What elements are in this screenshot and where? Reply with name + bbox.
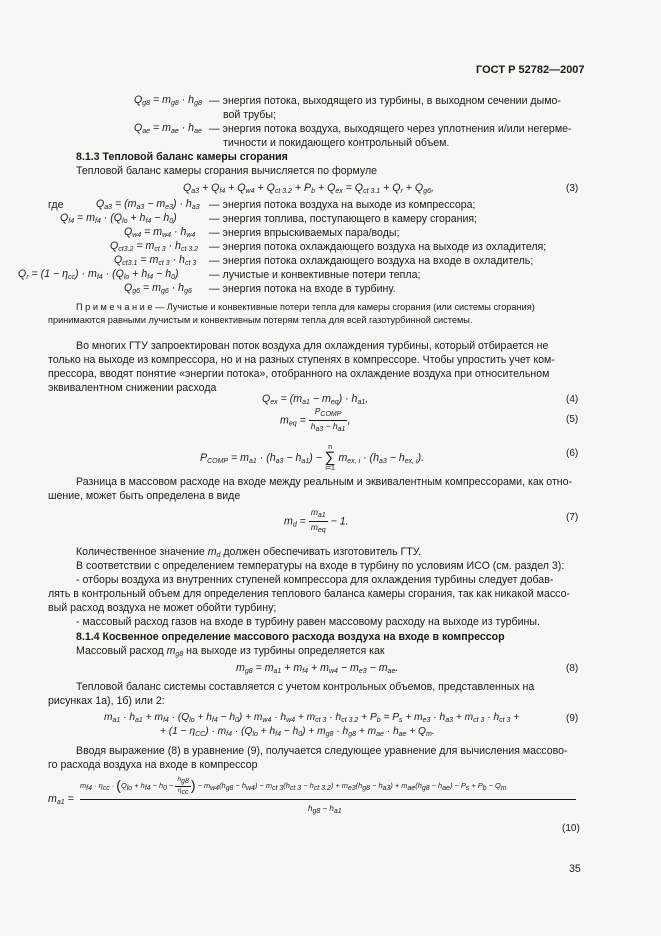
def-qg8-desc-cont: вой трубы; <box>223 109 276 121</box>
def-qae-desc: — энергия потока воздуха, выходящего через уплотнения и/или негерме- <box>209 123 572 135</box>
equation-10-number: (10) <box>562 823 580 834</box>
def-qf4-symbol: $Q_{f4} = m_{f4} \cdot (Q_{lo} + h_{f4} - h_0)$ <box>60 212 177 225</box>
para-cooling-line-3: прессора, вводят понятие «энергии потока», отобранного на охлаждение воздуха при относительном <box>48 368 550 380</box>
para-substitute-line-2: го расхода воздуха на входе в компрессор <box>48 759 258 771</box>
standard-number: ГОСТ Р 52782—2007 <box>476 64 585 76</box>
equation-3: $Q_{a3} + Q_{f4} + Q_{w4} + Q_{ct 3.2} + P_b + Q_{ex} = Q_{ct 3.1} + Q_r + Q_{g6}$, <box>183 182 434 195</box>
def-qae-symbol: $Q_{ae} = m_{ae} \cdot h_{ae}$ <box>134 122 202 135</box>
def-qg8-desc: — энергия потока, выходящего из турбины, в выходном сечении дымо- <box>209 95 561 107</box>
note-label: П р и м е ч а н и е <box>76 302 153 312</box>
equation-4-number: (4) <box>566 394 579 405</box>
equation-9-line-2: + $(1 - \eta_{CC}) \cdot m_{f4} \cdot (Q_{lo} + h_{f4} - h_0) + m_{g8} \cdot h_{g8} + m_{ae} \cdot h_{ae} + Q_m$. <box>160 726 435 738</box>
equation-9-number: (9) <box>566 713 579 724</box>
def-qae-desc-cont: тичности и покидающего контрольный объем. <box>223 137 450 149</box>
def-qct32-symbol: $Q_{ct3.2} = m_{ct 3} \cdot h_{ct 3.2}$ <box>110 240 199 253</box>
bullet-1-line-1: - отборы воздуха из внутренних ступеней компрессора для охлаждения турбины следует добав- <box>76 574 554 586</box>
para-balance-line-2: рисунках 1а), 1б) или 2: <box>48 695 165 707</box>
equation-8-number: (8) <box>566 663 579 674</box>
equation-8: $m_{g8} = m_{a1} + m_{f4} + m_{w4} - m_{e3} - m_{ae}$. <box>236 662 399 675</box>
section-813-intro: Тепловой баланс камеры сгорания вычисляется по формуле <box>76 165 378 177</box>
def-qg6-symbol: $Q_{g6} = m_{g6} \cdot h_{g6}$ <box>124 282 192 295</box>
equation-7: $m_d$ = $\frac{m_{a1}}{m_{eq}}$ − 1. <box>284 507 349 534</box>
def-qw4-desc: — энергия впрыскиваемых пара/воды; <box>209 227 400 239</box>
section-814-intro: Массовый расход $m_{g8}$ на выходе из турбины определяется как <box>76 645 385 658</box>
para-md-value: Количественное значение $m_d$ должен обеспечивать изготовитель ГТУ. <box>76 546 422 559</box>
equation-10-denominator: hg8 − ha1 <box>308 804 342 815</box>
def-qg8-symbol: $Q_{g8} = m_{g8} \cdot h_{g8}$ <box>134 94 202 107</box>
note-line-2: принимаются равными лучистым и конвективным потерям тепла для всей газотурбинной системы. <box>48 315 473 325</box>
equation-7-number: (7) <box>566 512 579 523</box>
equation-6: $P_{COMP} = m_{a1} \cdot (h_{a3} - h_{a1})$ − n ∑ i=1 $m_{ex, i} \cdot (h_{a3} - h_{ex, i})$. <box>200 444 425 472</box>
equation-3-number: (3) <box>566 183 579 194</box>
def-qa3-desc: — энергия потока воздуха на выходе из компрессора; <box>209 199 476 211</box>
para-substitute-line-1: Вводя выражение (8) в уравнение (9), получается следующее уравнение для вычисления массово- <box>76 745 568 757</box>
def-qr-symbol: $Q_r = (1 - \eta_{cc}) \cdot m_{f4} \cdot (Q_{lo} + h_{f4} - h_0)$ <box>18 268 179 281</box>
para-iso: В соответствии с определением температуры на входе в турбину по условиям ИСО (см. раздел 3): <box>76 560 565 572</box>
eq10-inner-fraction: $\frac{hg8}{\text{ηcc}}$ <box>177 775 189 796</box>
def-qg6-desc: — энергия потока на входе в турбину. <box>209 283 396 295</box>
equation-6-number: (6) <box>566 448 579 459</box>
para-cooling-line-1: Во многих ГТУ запроектирован поток воздуха для охлаждения турбины, который отбирается не <box>76 340 549 352</box>
eq7-fraction: $\frac{m_{a1}}{m_{eq}}$ <box>310 507 326 534</box>
para-balance-line-1: Тепловой баланс системы составляется с учетом контрольных объемов, представленных на <box>76 681 535 693</box>
equation-4: $Q_{ex} = (m_{a1} - m_{eq}) \cdot h_{a1}$, <box>262 393 369 406</box>
equation-5-number: (5) <box>566 414 579 425</box>
def-qct32-desc: — энергия потока охлаждающего воздуха на выходе из охладителя; <box>209 241 547 253</box>
equation-10-lhs: $m_{a1}$ = <box>48 793 74 806</box>
equation-9-line-1: $m_{a1} \cdot h_{a1} + m_{f4} \cdot (Q_{lo} + h_{f4} - h_0) + m_{w4} \cdot h_{w4} + m_{ct 3} \cdot h_{ct 3.2} + P_b = P_s + m_{e3} \cdot h_{a3} + m_{ct 3} \cdot h_{ct 3}$ + <box>104 712 520 724</box>
where-label: где <box>48 199 64 211</box>
para-cooling-line-4: эквивалентном снижении расхода <box>48 382 217 394</box>
equation-5: $m_{eq}$ = $\frac{P_{COMP}}{h_{a3} - h_{a1}}$ , <box>280 406 351 433</box>
def-qct31-symbol: $Q_{ct3.1} = m_{ct 3} \cdot h_{ct 3}$ <box>114 254 197 267</box>
section-813-heading: 8.1.3 Тепловой баланс камеры сгорания <box>76 151 288 163</box>
para-difference-line-1: Разница в массовом расходе на входе между реальным и эквивалентным компрессорами, как отно- <box>76 476 573 488</box>
para-cooling-line-2: только на выходе из компрессора, но и на разных ступенях в компрессоре. Чтобы упростить учет ком- <box>48 354 555 366</box>
bullet-2: - массовый расход газов на входе в турбину равен массовому расходу на выходе из турбины. <box>76 616 540 628</box>
bullet-1-line-3: вый расход воздуха не может обойти турбину; <box>48 602 277 614</box>
eq5-fraction: $\frac{P_{COMP}}{h_{a3} - h_{a1}}$ <box>310 406 346 433</box>
def-qa3-symbol: $Q_{a3} = (m_{a3} - m_{e3}) \cdot h_{a3}$ <box>96 198 200 211</box>
equation-10-fraction-bar <box>80 799 576 800</box>
def-qr-desc: — лучистые и конвективные потери тепла; <box>209 269 421 281</box>
sum-sign: n ∑ i=1 <box>324 444 336 472</box>
note-text: — Лучистые и конвективные потери тепла для камеры сгорания (или системы сгорания) <box>152 302 535 312</box>
page-number: 35 <box>569 863 581 875</box>
note-line-1 <box>76 301 535 314</box>
def-qw4-symbol: $Q_{w4} = m_{w4} \cdot h_{w4}$ <box>124 226 196 239</box>
def-qct31-desc: — энергия потока охлаждающего воздуха на входе в охладитель; <box>209 255 534 267</box>
section-814-heading: 8.1.4 Косвенное определение массового расхода воздуха на входе в компрессор <box>76 631 505 643</box>
bullet-1-line-2: лять в контрольный объем для определения теплового баланса камеры сгорания, так как никакой массо- <box>48 588 570 600</box>
def-qf4-desc: — энергия топлива, поступающего в камеру сгорания; <box>209 213 478 225</box>
para-difference-line-2: шение, может быть определена в виде <box>48 490 241 502</box>
equation-10-numerator: mf4 · ηcc · (Qlo + hf4 − h0 − $\frac{hg8}{\text{ηcc}}$ ) − mw4(hg8 − hw4) − mct 3(hct 3 − hct 3.2) + me3(hg8 − ha3) + mae(hg8 − hae) − Ps + Pb − Qm <box>80 775 507 796</box>
